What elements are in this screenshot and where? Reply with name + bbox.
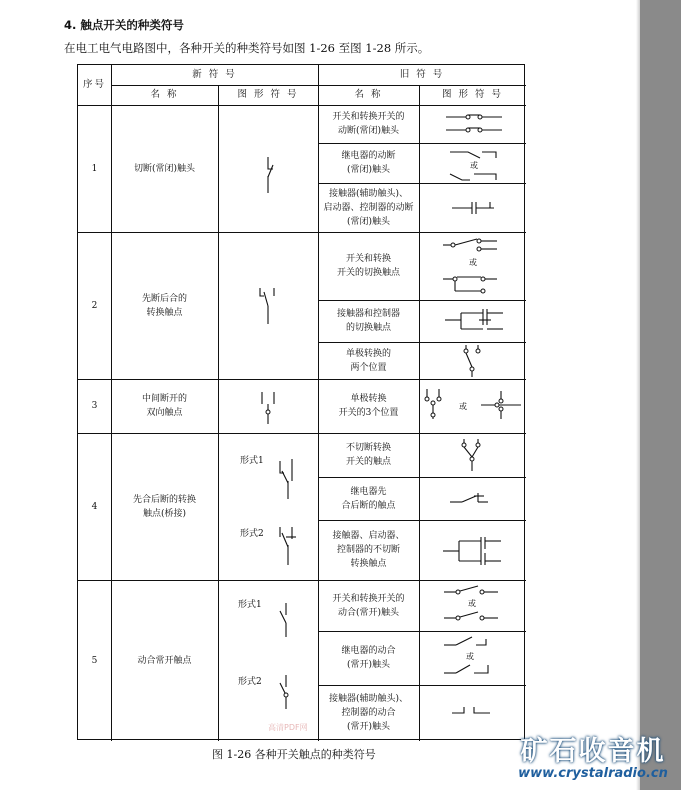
row-number: 5	[91, 655, 98, 666]
make-contact-form1-symbol	[272, 601, 298, 639]
or-label: 或	[469, 258, 477, 267]
figure-caption: 图 1-26 各种开关触点的种类符号	[212, 748, 376, 761]
make-before-break-form2-symbol	[274, 523, 300, 567]
or-label: 或	[470, 161, 478, 170]
form-label: 形式1	[238, 600, 262, 610]
header-old-symbol: 旧 符 号	[399, 69, 445, 80]
header-old-name: 名 称	[354, 89, 383, 100]
old-name: 接触器和控制器 的切换触点	[336, 309, 400, 333]
old-relay-nc-symbol	[446, 146, 504, 182]
form-label: 形式1	[240, 456, 264, 466]
old-three-position-symbol	[421, 387, 525, 421]
changeover-contact-symbol	[254, 280, 280, 326]
row-name: 中间断开的 双向触点	[141, 394, 187, 418]
make-before-break-form1-symbol	[274, 457, 300, 501]
switch-symbol-table	[77, 64, 525, 740]
watermark: 高清PDF网	[268, 723, 308, 732]
old-contactor-no-symbol	[450, 703, 500, 721]
make-contact-form2-symbol	[272, 673, 298, 711]
row-number: 2	[91, 300, 98, 311]
old-contactor-nc-symbol	[450, 198, 500, 218]
old-name: 开关和转换开关的 动断(常闭)触头	[332, 112, 405, 136]
row-number: 4	[91, 501, 98, 512]
old-no-contact-symbol	[442, 584, 506, 626]
old-name: 继电器先 合后断的触点	[341, 486, 396, 511]
header-new-symbol: 新 符 号	[192, 69, 237, 80]
old-name: 接触器(辅助触头)、 控制器的动合 (常开)触头	[328, 694, 409, 732]
old-name: 接触器、启动器、 控制器的不切断 转换触点	[332, 531, 405, 569]
viewer-gutter	[640, 0, 681, 790]
old-nc-contact-symbol	[444, 110, 504, 138]
row-number: 1	[91, 163, 98, 174]
old-name: 接触器(辅助触头)、 启动器、控制器的动断 (常闭)触头	[323, 188, 414, 227]
row-number: 3	[91, 401, 98, 411]
old-name: 单极转换的 两个位置	[345, 348, 391, 373]
header-old-graphic: 图 形 符 号	[441, 89, 504, 100]
old-relay-no-symbol	[442, 635, 506, 681]
old-name: 开关和转换开关的 动合(常开)触头	[332, 593, 405, 618]
center-off-contact-symbol	[256, 390, 280, 426]
form-label: 形式2	[240, 529, 264, 539]
header-new-graphic: 图 形 符 号	[237, 89, 299, 100]
old-name: 开关和转换 开关的切换触点	[336, 254, 400, 278]
old-name: 单极转换 开关的3个位置	[338, 394, 399, 418]
old-name: 继电器的动合 (常开)触头	[341, 646, 396, 670]
header-seq: 序号	[82, 79, 106, 90]
old-non-interrupt-changeover-symbol	[456, 437, 490, 475]
or-label: 或	[468, 599, 476, 608]
old-contactor-changeover-symbol	[443, 305, 507, 335]
logo-url: www.crystalradio.cn	[518, 766, 668, 781]
or-label: 或	[466, 652, 474, 661]
row-name: 切断(常闭)触头	[133, 163, 196, 174]
site-logo[interactable]	[508, 729, 678, 781]
row-name: 先合后断的转换 触点(桥接)	[132, 494, 196, 519]
form-label: 形式2	[238, 677, 262, 687]
old-relay-make-before-break-symbol	[448, 490, 498, 508]
old-name: 继电器的动断 (常闭)触头	[341, 151, 396, 175]
old-name: 不切断转换 开关的触点	[345, 443, 391, 467]
logo-title: 矿石收音机	[520, 736, 666, 767]
or-label: 或	[459, 402, 467, 411]
break-contact-symbol	[256, 155, 280, 195]
old-single-pole-two-position-symbol	[458, 345, 488, 377]
row-name: 动合常开触点	[137, 655, 192, 666]
old-changeover-symbol	[441, 237, 505, 295]
row-name: 先断后合的 转换触点	[141, 293, 187, 318]
header-new-name: 名 称	[150, 89, 179, 100]
intro-paragraph: 在电工电气电路图中，各种开关的种类符号如图 1-26 至图 1-28 所示。	[64, 41, 430, 55]
old-contactor-non-interrupt-symbol	[441, 535, 505, 567]
section-heading: 4. 触点开关的种类符号	[64, 18, 184, 32]
